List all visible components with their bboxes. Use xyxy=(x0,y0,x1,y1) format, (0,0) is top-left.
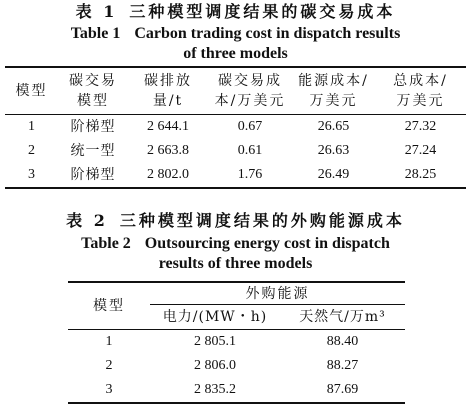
col-header-model: 模型 xyxy=(68,282,150,330)
table-1-caption-cn xyxy=(0,2,471,22)
cell-trading-model: 阶梯型 xyxy=(70,119,116,135)
cell-total-cost: 27.32 xyxy=(404,119,437,134)
table-1-label-en: Table 1 xyxy=(70,25,121,42)
cell-natural-gas: 88.40 xyxy=(326,334,359,349)
cell-natural-gas: 88.27 xyxy=(326,358,359,373)
table-2-label-en: Table 2 xyxy=(81,235,131,252)
cell-natural-gas: 87.69 xyxy=(326,382,359,397)
cell-carbon-trading-cost: 0.61 xyxy=(237,143,263,158)
col-header-electricity: 电力/(MW・h) xyxy=(150,305,280,330)
col-header-text: 碳交易 xyxy=(69,73,117,89)
table-1-title-en: Carbon trading cost in dispatch results xyxy=(134,25,401,42)
col-header-text: 本/万美元 xyxy=(214,93,286,109)
col-header-text: 总成本/ xyxy=(393,73,448,89)
table-1-label: 表 1 xyxy=(75,2,118,21)
cell-model-no: 1 xyxy=(28,119,35,134)
cell-model-no: 3 xyxy=(105,382,113,397)
col-header-natural-gas: 天然气/万m³ xyxy=(280,305,405,330)
cell-trading-model: 阶梯型 xyxy=(70,167,116,183)
table-header-row xyxy=(5,67,466,115)
table-row xyxy=(5,115,466,140)
cell-carbon-emission: 2 663.8 xyxy=(147,143,189,158)
cell-carbon-trading-cost: 1.76 xyxy=(237,167,263,182)
cell-total-cost: 27.24 xyxy=(404,143,437,158)
cell-model-no: 2 xyxy=(28,143,35,158)
cell-electricity: 2 805.1 xyxy=(194,334,236,349)
col-header-energy-cost xyxy=(292,67,375,115)
cell-electricity: 2 806.0 xyxy=(194,358,236,373)
table-1-caption-en-line-1 xyxy=(0,24,471,44)
table-header-row xyxy=(68,282,405,305)
table-2-caption-en-line-2: results of three models xyxy=(158,255,313,272)
col-header-text: 万美元 xyxy=(396,93,445,109)
table-2-label: 表 2 xyxy=(66,211,108,230)
table-2-caption-cn xyxy=(0,211,471,231)
table-row xyxy=(5,163,466,188)
cell-model-no: 3 xyxy=(28,167,35,182)
cell-carbon-emission: 2 802.0 xyxy=(147,167,189,182)
col-header-text: 碳交易成 xyxy=(218,73,282,89)
col-header-text: 模型 xyxy=(77,93,109,109)
col-header-text: 能源成本/ xyxy=(298,73,369,89)
table-1 xyxy=(5,66,466,189)
table-row xyxy=(5,139,466,163)
table-2 xyxy=(68,281,405,404)
table-1-caption-en-line-2: of three models xyxy=(183,45,288,62)
col-header-carbon-trading-model xyxy=(58,67,128,115)
cell-model-no: 1 xyxy=(105,334,113,349)
cell-energy-cost: 26.65 xyxy=(317,119,350,134)
col-header-model xyxy=(5,67,58,115)
cell-total-cost: 28.25 xyxy=(404,167,437,182)
cell-carbon-emission: 2 644.1 xyxy=(147,119,189,134)
cell-electricity: 2 835.2 xyxy=(194,382,236,397)
cell-carbon-trading-cost: 0.67 xyxy=(237,119,263,134)
table-2-caption-en-line-1 xyxy=(0,234,471,254)
cell-energy-cost: 26.63 xyxy=(317,143,350,158)
col-header-text: 模型 xyxy=(15,83,48,99)
table-1-title: 三种模型调度结果的碳交易成本 xyxy=(129,2,396,21)
table-2-title: 三种模型调度结果的外购能源成本 xyxy=(119,211,405,230)
col-header-text: 万美元 xyxy=(309,93,358,109)
col-header-carbon-emission xyxy=(128,67,208,115)
col-header-text: 量/t xyxy=(152,93,184,109)
table-row xyxy=(68,330,405,355)
col-header-total-cost xyxy=(375,67,466,115)
table-2-title-en: Outsourcing energy cost in dispatch xyxy=(144,235,390,252)
col-group-header-purchased-energy: 外购能源 xyxy=(150,282,405,305)
table-row xyxy=(68,378,405,403)
cell-trading-model: 统一型 xyxy=(70,143,116,159)
col-header-text: 碳排放 xyxy=(144,73,192,89)
cell-energy-cost: 26.49 xyxy=(317,167,350,182)
table-row xyxy=(68,354,405,378)
cell-model-no: 2 xyxy=(105,358,113,373)
col-header-carbon-trading-cost xyxy=(208,67,292,115)
